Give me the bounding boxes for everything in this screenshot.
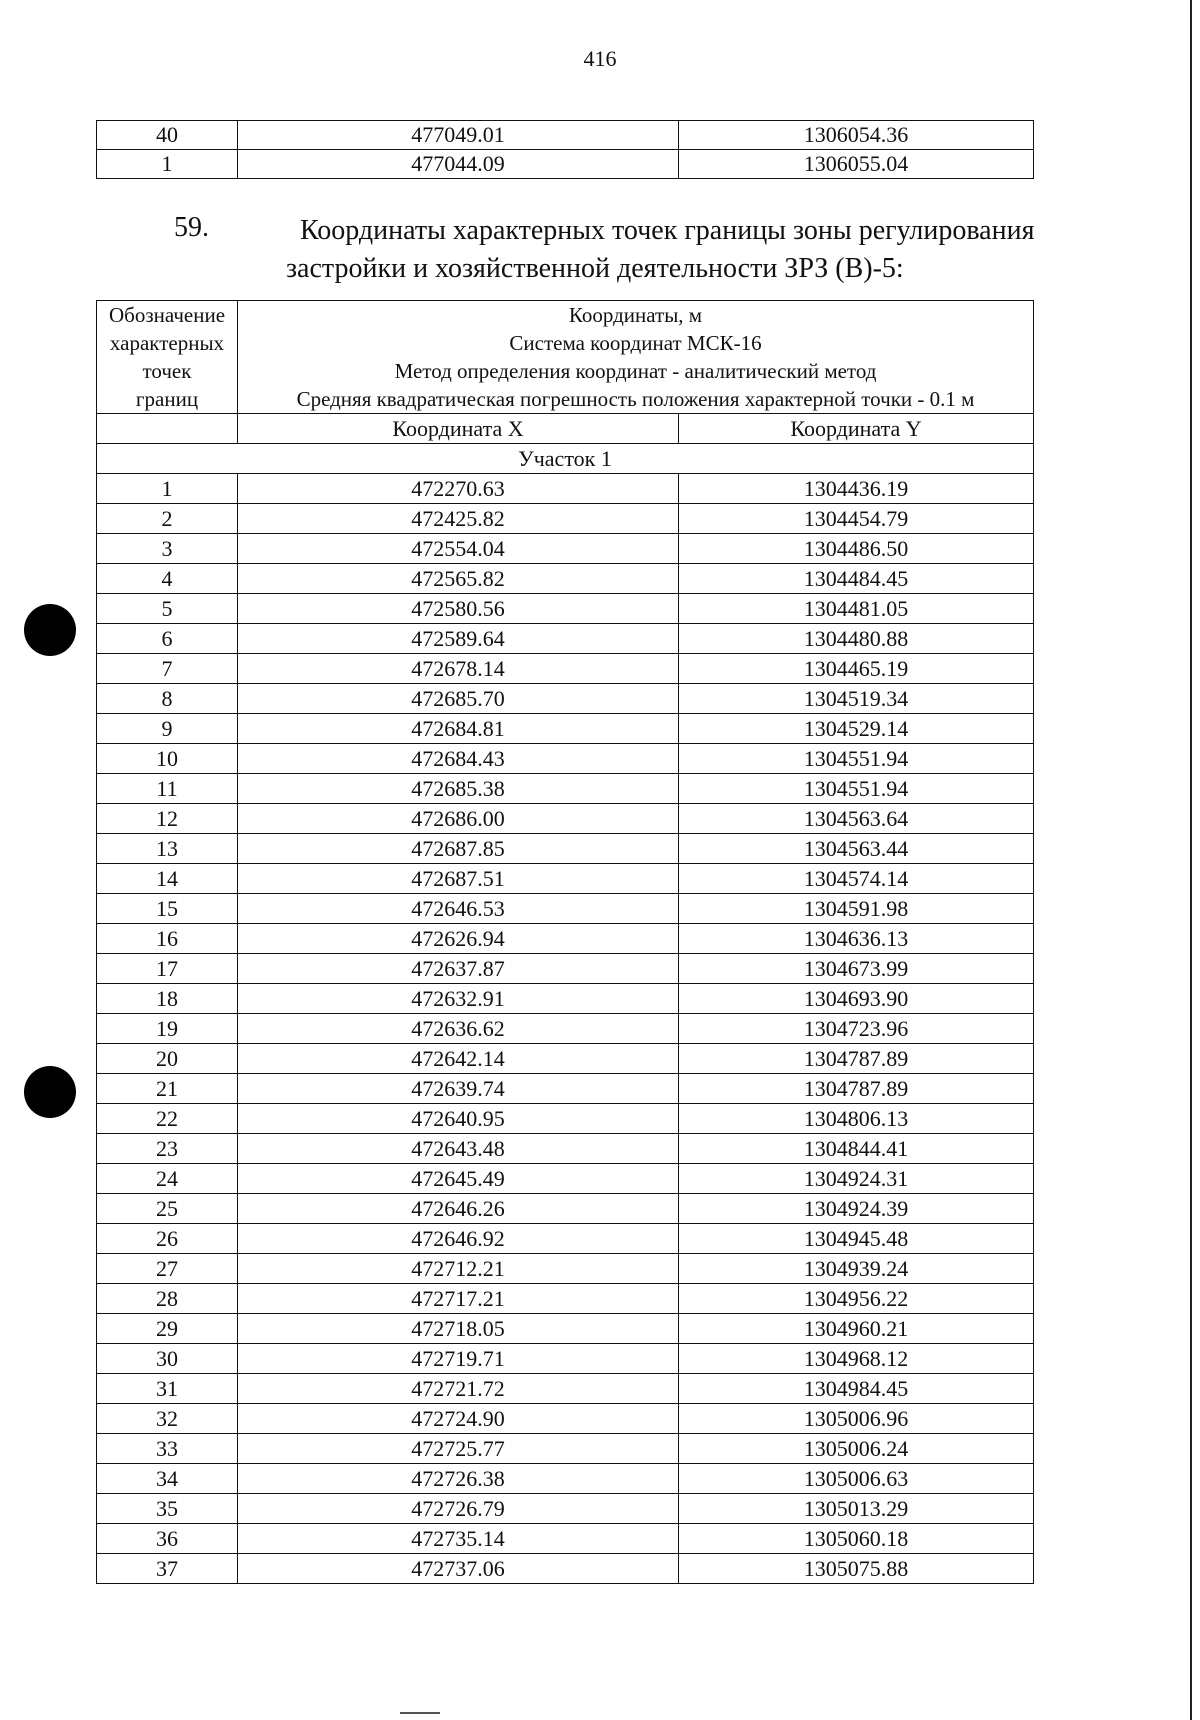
- point-cell: 4: [97, 564, 238, 594]
- header-point-designation: [97, 301, 238, 414]
- x-cell: 472554.04: [238, 534, 679, 564]
- table-row: [97, 1164, 1034, 1194]
- table-row: [97, 1194, 1034, 1224]
- x-cell: 472636.62: [238, 1014, 679, 1044]
- coordinates-table: [96, 300, 1034, 1584]
- header-coordinates-info: [238, 301, 1034, 414]
- x-cell: 472724.90: [238, 1404, 679, 1434]
- x-cell: 472685.70: [238, 684, 679, 714]
- point-cell: 1: [97, 474, 238, 504]
- x-cell: 472726.79: [238, 1494, 679, 1524]
- header-right-line: Средняя квадратическая погрешность положения характерной точки - 0.1 м: [296, 387, 975, 411]
- table-row: [97, 121, 1034, 150]
- point-cell: 9: [97, 714, 238, 744]
- point-cell: 19: [97, 1014, 238, 1044]
- section-number: 59.: [174, 212, 209, 243]
- point-cell: 13: [97, 834, 238, 864]
- point-cell: 25: [97, 1194, 238, 1224]
- section-row: [97, 444, 1034, 474]
- table-row: [97, 534, 1034, 564]
- x-cell: 472589.64: [238, 624, 679, 654]
- point-cell: 12: [97, 804, 238, 834]
- y-cell: 1304924.39: [679, 1194, 1034, 1224]
- y-cell: 1305060.18: [679, 1524, 1034, 1554]
- table-row: [97, 1254, 1034, 1284]
- point-cell: 29: [97, 1314, 238, 1344]
- table-row: [97, 1464, 1034, 1494]
- point-cell: 1: [97, 150, 238, 179]
- header-right-line: Метод определения координат - аналитический метод: [394, 359, 877, 383]
- x-cell: 472425.82: [238, 504, 679, 534]
- x-cell: 477044.09: [238, 150, 679, 179]
- table-row: [97, 1134, 1034, 1164]
- point-cell: 26: [97, 1224, 238, 1254]
- table-row: [97, 1284, 1034, 1314]
- table-row: [97, 804, 1034, 834]
- y-cell: 1304465.19: [679, 654, 1034, 684]
- y-cell: 1304436.19: [679, 474, 1034, 504]
- point-cell: 30: [97, 1344, 238, 1374]
- x-cell: 472718.05: [238, 1314, 679, 1344]
- point-cell: 15: [97, 894, 238, 924]
- point-cell: 40: [97, 121, 238, 150]
- x-cell: 472632.91: [238, 984, 679, 1014]
- x-cell: 472687.51: [238, 864, 679, 894]
- point-cell: 36: [97, 1524, 238, 1554]
- x-cell: 472735.14: [238, 1524, 679, 1554]
- x-cell: 472626.94: [238, 924, 679, 954]
- continuation-table: [96, 120, 1034, 179]
- y-cell: 1304984.45: [679, 1374, 1034, 1404]
- table-row: [97, 504, 1034, 534]
- y-cell: 1304787.89: [679, 1074, 1034, 1104]
- y-cell: 1304968.12: [679, 1344, 1034, 1374]
- point-cell: 18: [97, 984, 238, 1014]
- table-row: [97, 774, 1034, 804]
- point-cell: 24: [97, 1164, 238, 1194]
- table-row: [97, 924, 1034, 954]
- point-cell: 21: [97, 1074, 238, 1104]
- table-row: [97, 654, 1034, 684]
- punch-hole: [24, 604, 76, 656]
- table-row: [97, 684, 1034, 714]
- y-cell: 1304481.05: [679, 594, 1034, 624]
- point-cell: 8: [97, 684, 238, 714]
- table-row: [97, 564, 1034, 594]
- y-cell: 1304563.64: [679, 804, 1034, 834]
- x-cell: 472686.00: [238, 804, 679, 834]
- y-cell: 1306055.04: [679, 150, 1034, 179]
- y-cell: 1304636.13: [679, 924, 1034, 954]
- point-cell: 10: [97, 744, 238, 774]
- table-row: [97, 1344, 1034, 1374]
- header-left-line: характерных: [109, 331, 225, 355]
- y-cell: 1304519.34: [679, 684, 1034, 714]
- empty-cell: [97, 414, 238, 444]
- point-cell: 7: [97, 654, 238, 684]
- point-cell: 23: [97, 1134, 238, 1164]
- y-cell: 1304806.13: [679, 1104, 1034, 1134]
- table-row: [97, 1014, 1034, 1044]
- table-row: [97, 474, 1034, 504]
- x-cell: 472684.43: [238, 744, 679, 774]
- table-row: [97, 1374, 1034, 1404]
- y-cell: 1304723.96: [679, 1014, 1034, 1044]
- x-cell: 472565.82: [238, 564, 679, 594]
- page-edge: [1190, 0, 1192, 1720]
- column-header-row: [97, 414, 1034, 444]
- table-row: [97, 1104, 1034, 1134]
- x-cell: 472270.63: [238, 474, 679, 504]
- point-cell: 11: [97, 774, 238, 804]
- punch-hole: [24, 1066, 76, 1118]
- y-cell: 1304844.41: [679, 1134, 1034, 1164]
- table-row: [97, 1524, 1034, 1554]
- point-cell: 34: [97, 1464, 238, 1494]
- y-cell: 1305075.88: [679, 1554, 1034, 1584]
- point-cell: 37: [97, 1554, 238, 1584]
- point-cell: 6: [97, 624, 238, 654]
- column-header-y: Координата Y: [679, 414, 1034, 444]
- y-cell: 1304924.31: [679, 1164, 1034, 1194]
- table-row: [97, 1554, 1034, 1584]
- section-label: Участок 1: [97, 444, 1034, 474]
- table-row: [97, 714, 1034, 744]
- x-cell: 472646.26: [238, 1194, 679, 1224]
- table-row: [97, 864, 1034, 894]
- table-row: [97, 1494, 1034, 1524]
- x-cell: 472640.95: [238, 1104, 679, 1134]
- table-row: [97, 834, 1034, 864]
- header-left-line: Обозначение: [108, 303, 226, 327]
- table-row: [97, 1074, 1034, 1104]
- y-cell: 1305013.29: [679, 1494, 1034, 1524]
- x-cell: 472646.53: [238, 894, 679, 924]
- point-cell: 35: [97, 1494, 238, 1524]
- header-left-line: точек: [142, 359, 192, 383]
- y-cell: 1304939.24: [679, 1254, 1034, 1284]
- x-cell: 472643.48: [238, 1134, 679, 1164]
- point-cell: 32: [97, 1404, 238, 1434]
- x-cell: 472684.81: [238, 714, 679, 744]
- table-row: [97, 624, 1034, 654]
- y-cell: 1304945.48: [679, 1224, 1034, 1254]
- point-cell: 28: [97, 1284, 238, 1314]
- table-row: [97, 954, 1034, 984]
- y-cell: 1304591.98: [679, 894, 1034, 924]
- y-cell: 1305006.96: [679, 1404, 1034, 1434]
- table-row: [97, 1434, 1034, 1464]
- table-row: [97, 984, 1034, 1014]
- y-cell: 1304563.44: [679, 834, 1034, 864]
- x-cell: 472639.74: [238, 1074, 679, 1104]
- section-title-line2: застройки и хозяйственной деятельности ЗРЗ (В)-5:: [286, 253, 904, 284]
- x-cell: 472580.56: [238, 594, 679, 624]
- y-cell: 1304480.88: [679, 624, 1034, 654]
- y-cell: 1304787.89: [679, 1044, 1034, 1074]
- x-cell: 472719.71: [238, 1344, 679, 1374]
- y-cell: 1304551.94: [679, 774, 1034, 804]
- y-cell: 1304454.79: [679, 504, 1034, 534]
- point-cell: 17: [97, 954, 238, 984]
- y-cell: 1304551.94: [679, 744, 1034, 774]
- table-row: [97, 150, 1034, 179]
- x-cell: 472687.85: [238, 834, 679, 864]
- x-cell: 472645.49: [238, 1164, 679, 1194]
- table-row: [97, 894, 1034, 924]
- point-cell: 14: [97, 864, 238, 894]
- table-row: [97, 744, 1034, 774]
- point-cell: 33: [97, 1434, 238, 1464]
- point-cell: 31: [97, 1374, 238, 1404]
- scan-mark: [400, 1712, 440, 1714]
- point-cell: 22: [97, 1104, 238, 1134]
- y-cell: 1305006.63: [679, 1464, 1034, 1494]
- x-cell: 472712.21: [238, 1254, 679, 1284]
- point-cell: 3: [97, 534, 238, 564]
- point-cell: 20: [97, 1044, 238, 1074]
- point-cell: 27: [97, 1254, 238, 1284]
- y-cell: 1306054.36: [679, 121, 1034, 150]
- page-number: 416: [583, 46, 617, 71]
- x-cell: 472717.21: [238, 1284, 679, 1314]
- header-right-line: Система координат МСК-16: [509, 331, 762, 355]
- section-title: [286, 212, 1100, 288]
- y-cell: 1305006.24: [679, 1434, 1034, 1464]
- column-header-x: Координата X: [238, 414, 679, 444]
- section-title-line1: Координаты характерных точек границы зоны регулирования: [300, 215, 1035, 246]
- x-cell: 472725.77: [238, 1434, 679, 1464]
- table-row: [97, 1404, 1034, 1434]
- header-left-line: границ: [135, 387, 199, 411]
- x-cell: 472646.92: [238, 1224, 679, 1254]
- table-row: [97, 594, 1034, 624]
- x-cell: 472721.72: [238, 1374, 679, 1404]
- header-row: [97, 301, 1034, 414]
- x-cell: 472678.14: [238, 654, 679, 684]
- point-cell: 2: [97, 504, 238, 534]
- table-row: [97, 1314, 1034, 1344]
- x-cell: 472637.87: [238, 954, 679, 984]
- y-cell: 1304960.21: [679, 1314, 1034, 1344]
- y-cell: 1304486.50: [679, 534, 1034, 564]
- point-cell: 16: [97, 924, 238, 954]
- y-cell: 1304529.14: [679, 714, 1034, 744]
- y-cell: 1304956.22: [679, 1284, 1034, 1314]
- header-right-line: Координаты, м: [568, 303, 703, 327]
- x-cell: 477049.01: [238, 121, 679, 150]
- y-cell: 1304673.99: [679, 954, 1034, 984]
- x-cell: 472726.38: [238, 1464, 679, 1494]
- y-cell: 1304693.90: [679, 984, 1034, 1014]
- x-cell: 472685.38: [238, 774, 679, 804]
- x-cell: 472737.06: [238, 1554, 679, 1584]
- table-row: [97, 1224, 1034, 1254]
- x-cell: 472642.14: [238, 1044, 679, 1074]
- y-cell: 1304484.45: [679, 564, 1034, 594]
- point-cell: 5: [97, 594, 238, 624]
- y-cell: 1304574.14: [679, 864, 1034, 894]
- table-row: [97, 1044, 1034, 1074]
